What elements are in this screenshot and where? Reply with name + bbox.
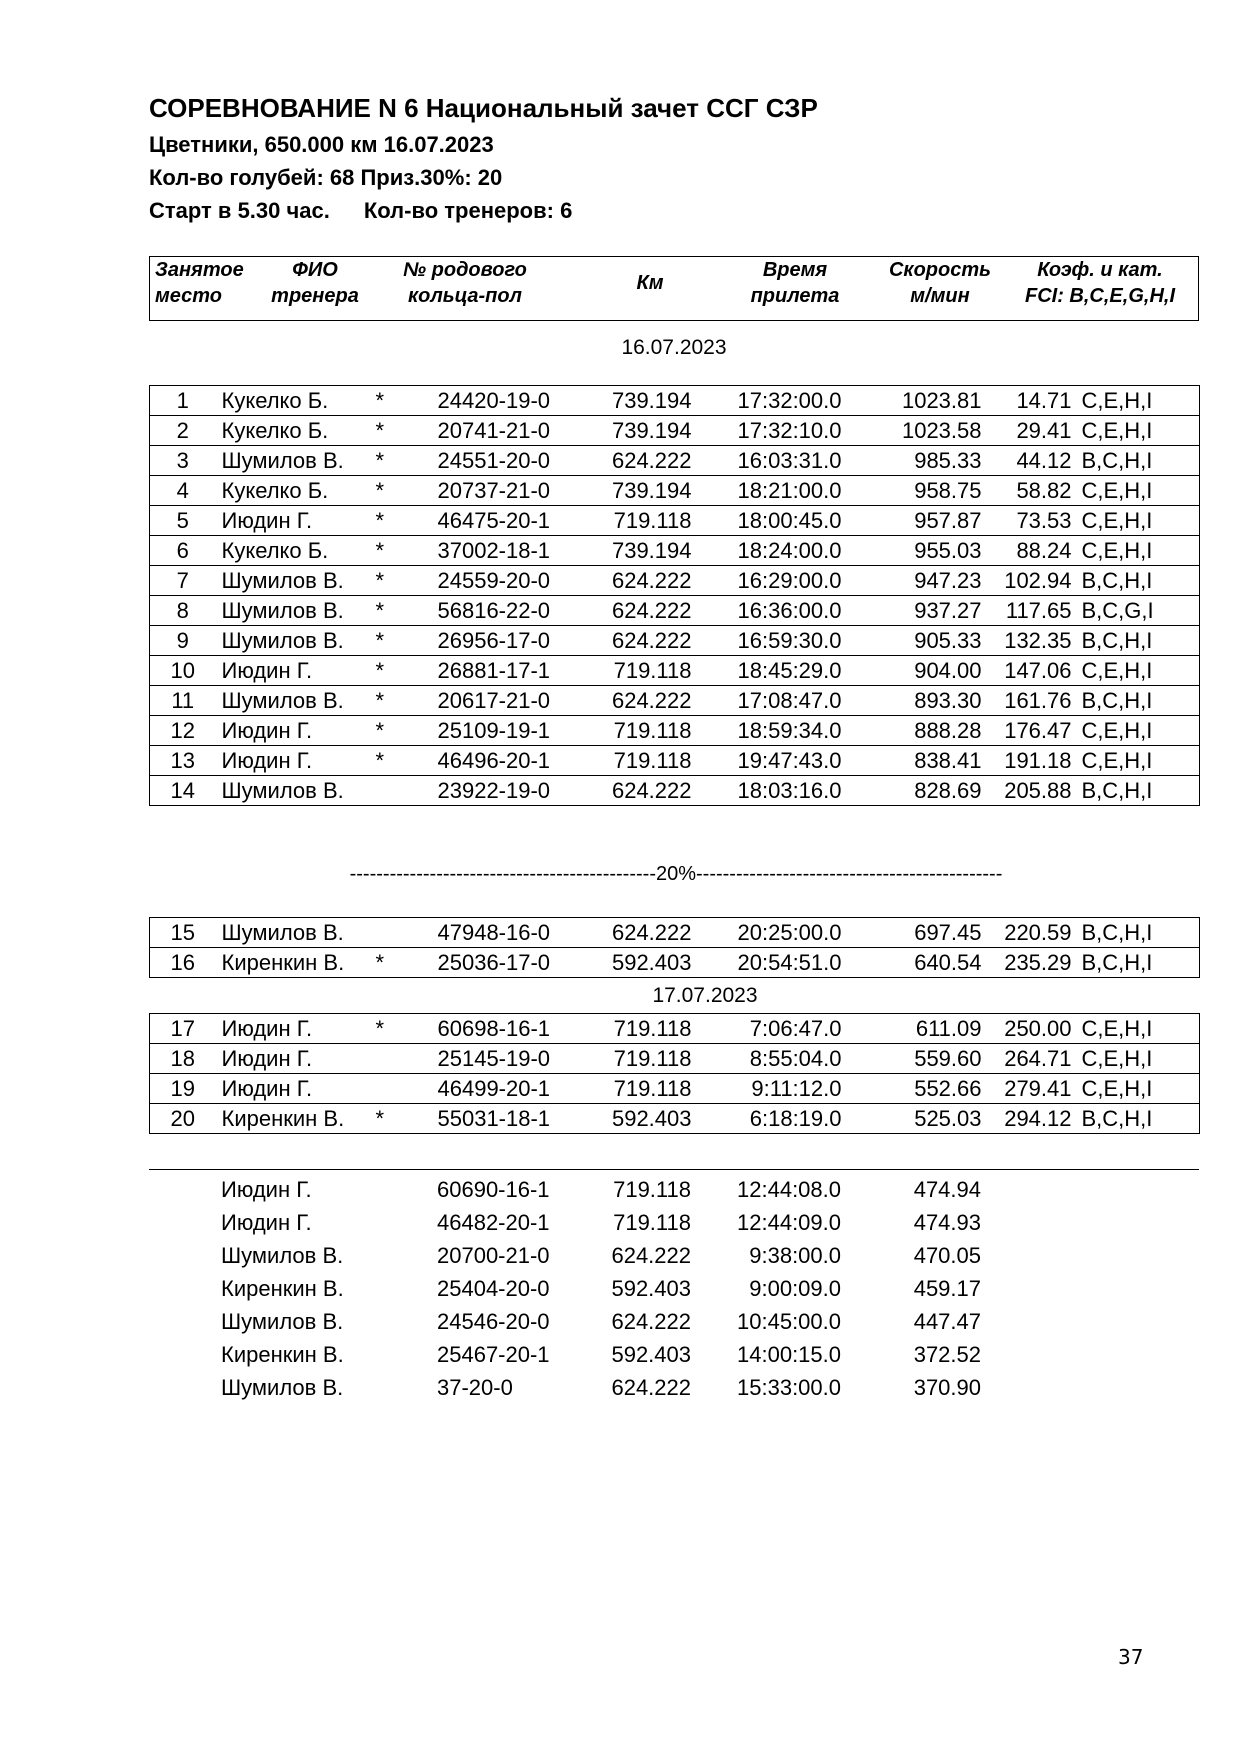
table-row bbox=[150, 656, 1200, 686]
cell-arrival-time: 17:32:00.0 bbox=[692, 386, 842, 416]
table-row bbox=[150, 1104, 1200, 1134]
table-row bbox=[150, 506, 1200, 536]
cell-arrival-time: 18:24:00.0 bbox=[692, 536, 842, 566]
cell-ring: 37-20-0 bbox=[437, 1375, 513, 1400]
non-prize-list bbox=[149, 1173, 1199, 1404]
cell-mark: * bbox=[376, 1014, 432, 1044]
cell-speed: 474.94 bbox=[913, 1177, 981, 1202]
cell-coefficient: 147.06 bbox=[982, 656, 1072, 686]
cell-ring: 55031-18-1 bbox=[432, 1104, 562, 1134]
cell-arrival-time: 18:00:45.0 bbox=[692, 506, 842, 536]
cell-speed: 957.87 bbox=[842, 506, 982, 536]
cell-km: 592.403 bbox=[611, 1276, 691, 1301]
cell-place: 3 bbox=[150, 446, 216, 476]
cell-km: 624.222 bbox=[611, 1243, 691, 1268]
cell-arrival-time: 8:55:04.0 bbox=[692, 1044, 842, 1074]
cell-km: 592.403 bbox=[562, 948, 692, 978]
cell-trainer: Шумилов В. bbox=[216, 776, 376, 806]
table-row bbox=[150, 1044, 1200, 1074]
cell-coefficient: 205.88 bbox=[982, 776, 1072, 806]
cell-categories: C,E,H,I bbox=[1072, 656, 1200, 686]
cell-speed: 937.27 bbox=[842, 596, 982, 626]
cell-km: 739.194 bbox=[562, 536, 692, 566]
list-item bbox=[149, 1173, 1199, 1206]
cell-trainer: Шумилов В. bbox=[216, 918, 376, 948]
cell-place: 11 bbox=[150, 686, 216, 716]
cell-categories: C,E,H,I bbox=[1072, 416, 1200, 446]
cell-speed: 611.09 bbox=[842, 1014, 982, 1044]
cell-km: 719.118 bbox=[562, 656, 692, 686]
cell-blank bbox=[149, 1305, 215, 1338]
cell-mark: * bbox=[376, 1104, 432, 1134]
cell-trainer: Киренкин В. bbox=[221, 1276, 344, 1301]
cell-ring: 20700-21-0 bbox=[437, 1243, 550, 1268]
cell-blank bbox=[149, 1371, 215, 1404]
cell-arrival-time: 18:59:34.0 bbox=[692, 716, 842, 746]
table-row bbox=[150, 566, 1200, 596]
cell-arrival-time: 9:38:00.0 bbox=[749, 1243, 841, 1268]
cell-ring: 20737-21-0 bbox=[432, 476, 562, 506]
cell-categories: B,C,H,I bbox=[1072, 626, 1200, 656]
cell-coefficient: 73.53 bbox=[982, 506, 1072, 536]
cell-categories: C,E,H,I bbox=[1072, 1044, 1200, 1074]
cell-speed: 552.66 bbox=[842, 1074, 982, 1104]
start-time: Старт в 5.30 час. bbox=[149, 198, 330, 223]
list-item bbox=[149, 1371, 1199, 1404]
cell-mark bbox=[376, 1044, 432, 1074]
list-item bbox=[149, 1206, 1199, 1239]
cell-mark: * bbox=[376, 596, 432, 626]
cell-km: 719.118 bbox=[562, 716, 692, 746]
cell-trainer: Кукелко Б. bbox=[216, 386, 376, 416]
cell-place: 7 bbox=[150, 566, 216, 596]
cell-km: 719.118 bbox=[562, 1044, 692, 1074]
cell-place: 17 bbox=[150, 1014, 216, 1044]
page-number: 37 bbox=[1118, 1645, 1144, 1669]
cell-ring: 25109-19-1 bbox=[432, 716, 562, 746]
cell-place: 5 bbox=[150, 506, 216, 536]
cell-coefficient: 220.59 bbox=[982, 918, 1072, 948]
cell-place: 4 bbox=[150, 476, 216, 506]
cell-blank bbox=[149, 1173, 215, 1206]
cell-blank bbox=[981, 1206, 1199, 1239]
col-time: Время прилета bbox=[750, 259, 840, 307]
cell-coefficient: 44.12 bbox=[982, 446, 1072, 476]
cell-mark: * bbox=[376, 446, 432, 476]
cell-place: 20 bbox=[150, 1104, 216, 1134]
cell-arrival-time: 19:47:43.0 bbox=[692, 746, 842, 776]
col-fio: ФИО тренера bbox=[271, 259, 359, 307]
cell-mark: * bbox=[376, 566, 432, 596]
cell-mark: * bbox=[376, 686, 432, 716]
column-header bbox=[149, 256, 1199, 321]
cell-arrival-time: 20:54:51.0 bbox=[692, 948, 842, 978]
cell-blank bbox=[149, 1272, 215, 1305]
table-row bbox=[150, 716, 1200, 746]
cell-km: 719.118 bbox=[562, 746, 692, 776]
cell-ring: 46475-20-1 bbox=[432, 506, 562, 536]
cell-arrival-time: 16:36:00.0 bbox=[692, 596, 842, 626]
cell-trainer: Июдин Г. bbox=[216, 1044, 376, 1074]
cell-trainer: Июдин Г. bbox=[216, 716, 376, 746]
cell-arrival-time: 10:45:00.0 bbox=[737, 1309, 841, 1334]
cell-km: 624.222 bbox=[562, 686, 692, 716]
cell-trainer: Шумилов В. bbox=[216, 596, 376, 626]
cell-mark: * bbox=[376, 386, 432, 416]
cell-ring: 26881-17-1 bbox=[432, 656, 562, 686]
cell-km: 739.194 bbox=[562, 386, 692, 416]
cell-ring: 56816-22-0 bbox=[432, 596, 562, 626]
cell-blank bbox=[981, 1239, 1199, 1272]
cell-speed: 838.41 bbox=[842, 746, 982, 776]
cell-trainer: Шумилов В. bbox=[216, 446, 376, 476]
col-speed: Скорость м/мин bbox=[888, 259, 991, 307]
cell-categories: B,C,H,I bbox=[1072, 686, 1200, 716]
cell-mark: * bbox=[376, 506, 432, 536]
list-item bbox=[149, 1239, 1199, 1272]
table-row bbox=[150, 776, 1200, 806]
cell-arrival-time: 16:29:00.0 bbox=[692, 566, 842, 596]
list-item bbox=[149, 1305, 1199, 1338]
cell-speed: 985.33 bbox=[842, 446, 982, 476]
cell-km: 624.222 bbox=[562, 596, 692, 626]
cell-km: 624.222 bbox=[562, 566, 692, 596]
cell-km: 719.118 bbox=[562, 1014, 692, 1044]
cell-categories: C,E,H,I bbox=[1072, 746, 1200, 776]
pigeon-count-prizes: Кол-во голубей: 68 Приз.30%: 20 bbox=[149, 165, 503, 190]
cell-speed: 447.47 bbox=[913, 1309, 981, 1334]
cell-km: 719.118 bbox=[562, 1074, 692, 1104]
cell-km: 624.222 bbox=[611, 1309, 691, 1334]
cell-coefficient: 14.71 bbox=[982, 386, 1072, 416]
cell-ring: 20741-21-0 bbox=[432, 416, 562, 446]
col-ring: № родового кольца-пол bbox=[403, 259, 527, 307]
cell-categories: B,C,H,I bbox=[1072, 918, 1200, 948]
cell-trainer: Киренкин В. bbox=[221, 1342, 344, 1367]
cell-place: 13 bbox=[150, 746, 216, 776]
cell-categories: C,E,H,I bbox=[1072, 386, 1200, 416]
cell-coefficient: 132.35 bbox=[982, 626, 1072, 656]
cell-ring: 60698-16-1 bbox=[432, 1014, 562, 1044]
cell-coefficient: 29.41 bbox=[982, 416, 1072, 446]
cell-trainer: Шумилов В. bbox=[216, 626, 376, 656]
table-row bbox=[150, 476, 1200, 506]
list-item bbox=[149, 1338, 1199, 1371]
cell-arrival-time: 16:03:31.0 bbox=[692, 446, 842, 476]
cell-categories: C,E,H,I bbox=[1072, 1074, 1200, 1104]
results-table-day2 bbox=[149, 1013, 1200, 1134]
cell-coefficient: 191.18 bbox=[982, 746, 1072, 776]
cell-km: 719.118 bbox=[613, 1177, 691, 1202]
cell-ring: 25404-20-0 bbox=[437, 1276, 550, 1301]
cell-mark: * bbox=[376, 416, 432, 446]
cell-arrival-time: 9:00:09.0 bbox=[749, 1276, 841, 1301]
start-and-trainers bbox=[149, 194, 818, 227]
date-label-2: 17.07.2023 bbox=[652, 984, 758, 1007]
cell-mark: * bbox=[376, 476, 432, 506]
cell-trainer: Кукелко Б. bbox=[216, 536, 376, 566]
cell-place: 2 bbox=[150, 416, 216, 446]
cell-speed: 893.30 bbox=[842, 686, 982, 716]
cell-ring: 25036-17-0 bbox=[432, 948, 562, 978]
cell-categories: B,C,H,I bbox=[1072, 948, 1200, 978]
cell-ring: 46499-20-1 bbox=[432, 1074, 562, 1104]
cell-trainer: Июдин Г. bbox=[221, 1210, 312, 1235]
cell-mark: * bbox=[376, 716, 432, 746]
cell-mark bbox=[376, 1074, 432, 1104]
cell-speed: 888.28 bbox=[842, 716, 982, 746]
report-header bbox=[149, 88, 818, 227]
table-row bbox=[150, 746, 1200, 776]
cell-speed: 1023.58 bbox=[842, 416, 982, 446]
table-row bbox=[150, 386, 1200, 416]
cell-ring: 24551-20-0 bbox=[432, 446, 562, 476]
cell-arrival-time: 12:44:08.0 bbox=[737, 1177, 841, 1202]
table-row bbox=[150, 1074, 1200, 1104]
cell-ring: 46496-20-1 bbox=[432, 746, 562, 776]
cell-coefficient: 161.76 bbox=[982, 686, 1072, 716]
cell-km: 624.222 bbox=[562, 446, 692, 476]
cell-coefficient: 58.82 bbox=[982, 476, 1072, 506]
cell-blank bbox=[149, 1239, 215, 1272]
cell-trainer: Кукелко Б. bbox=[216, 416, 376, 446]
cell-trainer: Киренкин В. bbox=[216, 1104, 376, 1134]
cell-place: 16 bbox=[150, 948, 216, 978]
cell-coefficient: 176.47 bbox=[982, 716, 1072, 746]
cell-trainer: Июдин Г. bbox=[221, 1177, 312, 1202]
cell-speed: 947.23 bbox=[842, 566, 982, 596]
cell-speed: 474.93 bbox=[913, 1210, 981, 1235]
cell-categories: C,E,H,I bbox=[1072, 506, 1200, 536]
cell-place: 12 bbox=[150, 716, 216, 746]
table-row bbox=[150, 686, 1200, 716]
prize-separator: ----------------------------------------------20%---------------------------------------------- bbox=[349, 863, 1003, 885]
results-table-top bbox=[149, 385, 1200, 806]
cell-trainer: Июдин Г. bbox=[216, 1074, 376, 1104]
cell-arrival-time: 15:33:00.0 bbox=[737, 1375, 841, 1400]
cell-ring: 46482-20-1 bbox=[437, 1210, 550, 1235]
cell-categories: C,E,H,I bbox=[1072, 536, 1200, 566]
cell-km: 592.403 bbox=[611, 1342, 691, 1367]
cell-speed: 904.00 bbox=[842, 656, 982, 686]
cell-blank bbox=[981, 1272, 1199, 1305]
cell-ring: 20617-21-0 bbox=[432, 686, 562, 716]
list-item bbox=[149, 1272, 1199, 1305]
cell-coefficient: 294.12 bbox=[982, 1104, 1072, 1134]
cell-arrival-time: 9:11:12.0 bbox=[692, 1074, 842, 1104]
cell-categories: B,C,H,I bbox=[1072, 566, 1200, 596]
cell-place: 9 bbox=[150, 626, 216, 656]
cell-trainer: Июдин Г. bbox=[216, 1014, 376, 1044]
cell-coefficient: 264.71 bbox=[982, 1044, 1072, 1074]
table-row bbox=[150, 596, 1200, 626]
cell-speed: 905.33 bbox=[842, 626, 982, 656]
cell-place: 15 bbox=[150, 918, 216, 948]
table-row bbox=[150, 918, 1200, 948]
cell-arrival-time: 14:00:15.0 bbox=[737, 1342, 841, 1367]
cell-ring: 24546-20-0 bbox=[437, 1309, 550, 1334]
cell-coefficient: 279.41 bbox=[982, 1074, 1072, 1104]
cell-mark: * bbox=[376, 948, 432, 978]
cell-blank bbox=[149, 1206, 215, 1239]
cell-blank bbox=[981, 1371, 1199, 1404]
race-location-date: Цветники, 650.000 км 16.07.2023 bbox=[149, 132, 494, 157]
cell-mark: * bbox=[376, 626, 432, 656]
cell-speed: 525.03 bbox=[842, 1104, 982, 1134]
cell-categories: C,E,H,I bbox=[1072, 1014, 1200, 1044]
cell-coefficient: 235.29 bbox=[982, 948, 1072, 978]
cell-trainer: Шумилов В. bbox=[216, 566, 376, 596]
cell-km: 624.222 bbox=[562, 776, 692, 806]
col-coef: Коэф. и кат. FCI: B,C,E,G,H,I bbox=[1025, 259, 1175, 307]
cell-mark bbox=[376, 918, 432, 948]
cell-coefficient: 102.94 bbox=[982, 566, 1072, 596]
cell-arrival-time: 12:44:09.0 bbox=[737, 1210, 841, 1235]
cell-arrival-time: 17:32:10.0 bbox=[692, 416, 842, 446]
cell-categories: B,C,G,I bbox=[1072, 596, 1200, 626]
cell-mark: * bbox=[376, 656, 432, 686]
cell-ring: 23922-19-0 bbox=[432, 776, 562, 806]
cell-blank bbox=[981, 1173, 1199, 1206]
cell-km: 739.194 bbox=[562, 416, 692, 446]
cell-ring: 26956-17-0 bbox=[432, 626, 562, 656]
cell-trainer: Шумилов В. bbox=[221, 1375, 344, 1400]
col-km: Км bbox=[636, 272, 664, 294]
cell-ring: 24559-20-0 bbox=[432, 566, 562, 596]
cell-arrival-time: 7:06:47.0 bbox=[692, 1014, 842, 1044]
cell-coefficient: 250.00 bbox=[982, 1014, 1072, 1044]
cell-arrival-time: 18:21:00.0 bbox=[692, 476, 842, 506]
cell-speed: 955.03 bbox=[842, 536, 982, 566]
cell-speed: 370.90 bbox=[913, 1375, 981, 1400]
table-row bbox=[150, 948, 1200, 978]
cell-place: 1 bbox=[150, 386, 216, 416]
cell-trainer: Шумилов В. bbox=[221, 1309, 344, 1334]
cell-categories: B,C,H,I bbox=[1072, 776, 1200, 806]
cell-km: 624.222 bbox=[562, 626, 692, 656]
cell-speed: 372.52 bbox=[913, 1342, 981, 1367]
cell-ring: 60690-16-1 bbox=[437, 1177, 550, 1202]
cell-km: 624.222 bbox=[611, 1375, 691, 1400]
cell-categories: C,E,H,I bbox=[1072, 476, 1200, 506]
cell-place: 6 bbox=[150, 536, 216, 566]
cell-place: 18 bbox=[150, 1044, 216, 1074]
cell-trainer: Шумилов В. bbox=[221, 1243, 344, 1268]
cell-mark bbox=[376, 776, 432, 806]
cell-ring: 37002-18-1 bbox=[432, 536, 562, 566]
cell-speed: 470.05 bbox=[913, 1243, 981, 1268]
cell-categories: B,C,H,I bbox=[1072, 1104, 1200, 1134]
cell-place: 14 bbox=[150, 776, 216, 806]
cell-ring: 25145-19-0 bbox=[432, 1044, 562, 1074]
cell-speed: 640.54 bbox=[842, 948, 982, 978]
cell-speed: 958.75 bbox=[842, 476, 982, 506]
cell-speed: 828.69 bbox=[842, 776, 982, 806]
cell-arrival-time: 18:45:29.0 bbox=[692, 656, 842, 686]
cell-arrival-time: 17:08:47.0 bbox=[692, 686, 842, 716]
cell-blank bbox=[149, 1338, 215, 1371]
cell-trainer: Кукелко Б. bbox=[216, 476, 376, 506]
cell-ring: 47948-16-0 bbox=[432, 918, 562, 948]
cell-ring: 24420-19-0 bbox=[432, 386, 562, 416]
cell-km: 624.222 bbox=[562, 918, 692, 948]
cell-categories: C,E,H,I bbox=[1072, 716, 1200, 746]
table-row bbox=[150, 1014, 1200, 1044]
cell-ring: 25467-20-1 bbox=[437, 1342, 550, 1367]
cell-blank bbox=[981, 1305, 1199, 1338]
table-row bbox=[150, 416, 1200, 446]
divider-line bbox=[149, 1169, 1199, 1170]
cell-arrival-time: 16:59:30.0 bbox=[692, 626, 842, 656]
cell-speed: 459.17 bbox=[913, 1276, 981, 1301]
cell-place: 10 bbox=[150, 656, 216, 686]
cell-arrival-time: 6:18:19.0 bbox=[692, 1104, 842, 1134]
cell-km: 739.194 bbox=[562, 476, 692, 506]
cell-trainer: Июдин Г. bbox=[216, 656, 376, 686]
cell-coefficient: 88.24 bbox=[982, 536, 1072, 566]
cell-trainer: Шумилов В. bbox=[216, 686, 376, 716]
competition-title: СОРЕВНОВАНИЕ N 6 Национальный зачет ССГ СЗР bbox=[149, 93, 818, 123]
cell-arrival-time: 18:03:16.0 bbox=[692, 776, 842, 806]
cell-km: 719.118 bbox=[613, 1210, 691, 1235]
cell-place: 8 bbox=[150, 596, 216, 626]
date-label-1: 16.07.2023 bbox=[621, 336, 727, 359]
table-row bbox=[150, 536, 1200, 566]
cell-km: 719.118 bbox=[562, 506, 692, 536]
cell-place: 19 bbox=[150, 1074, 216, 1104]
cell-speed: 697.45 bbox=[842, 918, 982, 948]
table-row bbox=[150, 446, 1200, 476]
cell-speed: 559.60 bbox=[842, 1044, 982, 1074]
cell-trainer: Июдин Г. bbox=[216, 506, 376, 536]
cell-km: 592.403 bbox=[562, 1104, 692, 1134]
cell-mark: * bbox=[376, 746, 432, 776]
cell-blank bbox=[981, 1338, 1199, 1371]
cell-arrival-time: 20:25:00.0 bbox=[692, 918, 842, 948]
cell-categories: B,C,H,I bbox=[1072, 446, 1200, 476]
table-row bbox=[150, 626, 1200, 656]
results-table-mid bbox=[149, 917, 1200, 978]
cell-speed: 1023.81 bbox=[842, 386, 982, 416]
trainer-count: Кол-во тренеров: 6 bbox=[363, 198, 573, 223]
col-place: Занятое место bbox=[155, 259, 244, 307]
cell-trainer: Киренкин В. bbox=[216, 948, 376, 978]
cell-trainer: Июдин Г. bbox=[216, 746, 376, 776]
cell-mark: * bbox=[376, 536, 432, 566]
cell-coefficient: 117.65 bbox=[982, 596, 1072, 626]
